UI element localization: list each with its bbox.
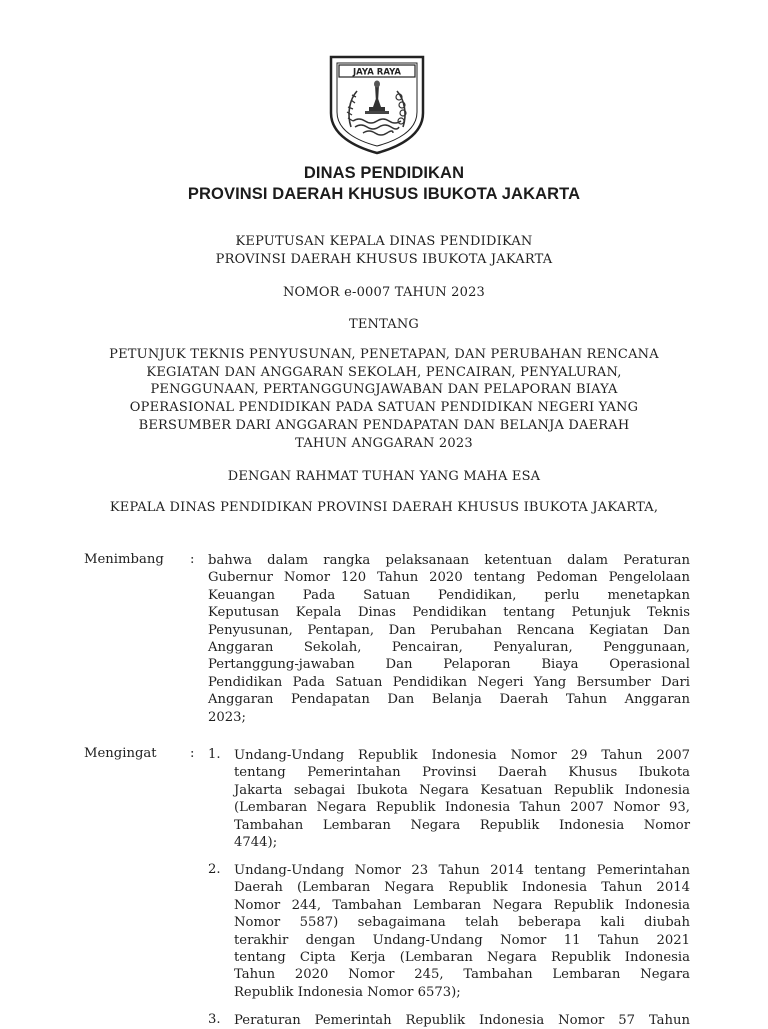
mengingat-item-3 — [234, 1012, 690, 1029]
paragraph-line: Undang-Undang Nomor 23 Tahun 2014 tentang Pemerintahan — [234, 863, 690, 878]
mengingat-item-number: 1. — [208, 747, 221, 762]
paragraph-line: Tambahan Lembaran Negara Republik Indonesia Nomor — [234, 817, 690, 833]
paragraph-line: Republik Indonesia Nomor 6573); — [234, 984, 461, 1000]
crest-shield-icon — [329, 55, 425, 155]
mengingat-colon: : — [190, 746, 195, 761]
agency-province: PROVINSI DAERAH KHUSUS IBUKOTA JAKARTA — [187, 185, 581, 203]
agency-name: DINAS PENDIDIKAN — [303, 164, 465, 182]
paragraph-line: Pendidikan Pada Satuan Pendidikan Negeri Yang Bersumber Dari — [208, 674, 690, 690]
menimbang-label: Menimbang — [84, 552, 164, 567]
decree-number: NOMOR e-0007 TAHUN 2023 — [282, 285, 486, 300]
subject-line: OPERASIONAL PENDIDIKAN PADA SATUAN PENDIDIKAN NEGERI YANG — [129, 400, 639, 416]
invocation-line: DENGAN RAHMAT TUHAN YANG MAHA ESA — [227, 469, 541, 484]
paragraph-line: Keuangan Pada Satuan Pendidikan, perlu menetapkan — [208, 587, 690, 603]
paragraph-line: tentang Cipta Kerja (Lembaran Negara Republik Indonesia — [234, 949, 690, 965]
paragraph-line: Jakarta sebagai Ibukota Negara Kesatuan Republik Indonesia — [234, 782, 690, 798]
paragraph-line: bahwa dalam rangka pelaksanaan ketentuan dalam Peraturan — [208, 553, 690, 568]
subject-line: KEGIATAN DAN ANGGARAN SEKOLAH, PENCAIRAN, PENYALURAN, — [146, 364, 622, 380]
paragraph-line: 2023; — [208, 709, 247, 725]
paragraph-line: Nomor 244, Tambahan Lembaran Negara Republik Indonesia — [234, 897, 690, 913]
issuer-line: KEPALA DINAS PENDIDIKAN PROVINSI DAERAH KHUSUS IBUKOTA JAKARTA, — [109, 500, 659, 515]
subject-line: BERSUMBER DARI ANGGARAN PENDAPATAN DAN BELANJA DAERAH — [138, 417, 630, 433]
paragraph-line: Nomor 5587) sebagaimana telah beberapa kali diubah — [234, 915, 690, 931]
subject-line: PENGGUNAAN, PERTANGGUNGJAWABAN DAN PELAPORAN BIAYA — [150, 382, 618, 398]
paragraph-line: Keputusan Kepala Dinas Pendidikan tentang Petunjuk Teknis — [208, 605, 690, 621]
paragraph-line: (Lembaran Negara Republik Indonesia Tahun 2007 Nomor 93, — [234, 800, 690, 816]
mengingat-item-2 — [234, 862, 690, 1001]
decree-title-line-1: KEPUTUSAN KEPALA DINAS PENDIDIKAN — [235, 234, 533, 249]
paragraph-line: terakhir dengan Undang-Undang Nomor 11 Tahun 2021 — [234, 932, 690, 948]
tentang-heading: TENTANG — [348, 317, 420, 332]
menimbang-colon: : — [190, 552, 195, 567]
paragraph-line: Anggaran Pendapatan Dan Belanja Daerah Tahun Anggaran — [208, 692, 690, 708]
mengingat-item-number: 3. — [208, 1012, 221, 1027]
mengingat-item-number: 2. — [208, 862, 221, 877]
paragraph-line: Penyusunan, Pentapan, Dan Perubahan Rencana Kegiatan Dan — [208, 622, 690, 638]
paragraph-line: Undang-Undang Republik Indonesia Nomor 29 Tahun 2007 — [234, 748, 690, 763]
decree-title-line-2: PROVINSI DAERAH KHUSUS IBUKOTA JAKARTA — [215, 252, 553, 267]
paragraph-line: tentang Pemerintahan Provinsi Daerah Khusus Ibukota — [234, 765, 690, 781]
subject-line: TAHUN ANGGARAN 2023 — [295, 435, 473, 451]
paragraph-line: 4744); — [234, 834, 278, 850]
decree-subject — [60, 346, 708, 452]
paragraph-line: Gubernur Nomor 120 Tahun 2020 tentang Pedoman Pengelolaan — [208, 570, 690, 586]
paragraph-line: Anggaran Sekolah, Pencairan, Penyaluran, Penggunaan, — [208, 639, 690, 655]
paragraph-line: Tahun 2020 Nomor 245, Tambahan Lembaran Negara — [234, 967, 690, 983]
paragraph-line: Pertanggung-jawaban Dan Pelaporan Biaya Operasional — [208, 657, 690, 673]
subject-line: PETUNJUK TEKNIS PENYUSUNAN, PENETAPAN, DAN PERUBAHAN RENCANA — [109, 347, 659, 362]
paragraph-line: Peraturan Pemerintah Republik Indonesia Nomor 57 Tahun — [234, 1013, 690, 1028]
mengingat-item-1 — [234, 747, 690, 851]
mengingat-label: Mengingat — [84, 746, 157, 761]
jakarta-crest-emblem — [329, 55, 425, 155]
paragraph-line: Daerah (Lembaran Negara Republik Indonesia Tahun 2014 — [234, 880, 690, 896]
crest-motto-text: JAYA RAYA — [352, 67, 402, 78]
menimbang-paragraph — [208, 552, 690, 726]
